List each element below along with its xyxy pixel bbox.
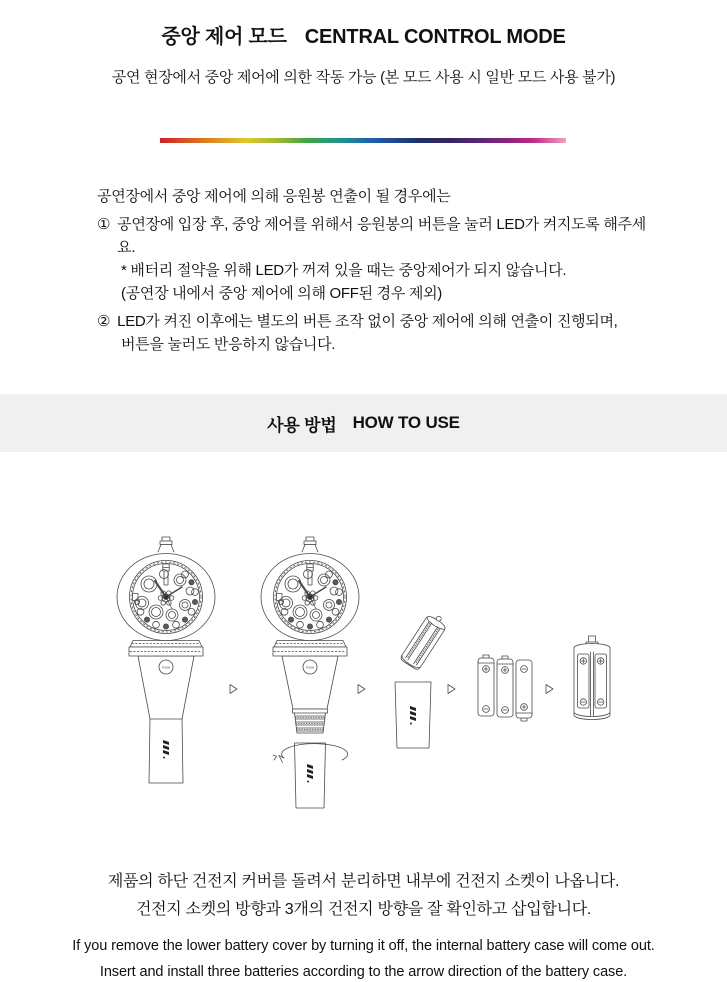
step2-number: ② xyxy=(97,313,111,330)
lightstick-head xyxy=(261,537,359,656)
instructions-block xyxy=(97,185,657,356)
step-arrow-icon xyxy=(230,685,237,694)
lightstick-cover-unscrewed xyxy=(261,537,359,808)
step1-text: 공연장에 입장 후, 중앙 제어를 위해서 응원봉의 버튼을 눌러 LED가 켜지도록 해주세요. xyxy=(117,216,646,256)
battery-socket-tilted xyxy=(400,611,450,671)
case-slot xyxy=(578,654,590,708)
step1-note2: (공연장 내에서 중앙 제어에 의해 OFF된 경우 제외) xyxy=(121,285,442,302)
section-banner xyxy=(0,394,727,452)
case-slot xyxy=(595,654,607,708)
footer-korean xyxy=(0,868,727,924)
diagram-svg xyxy=(0,530,727,860)
step-arrow-icon xyxy=(546,685,553,694)
instruction-step-2 xyxy=(97,310,657,333)
footer-korean-line2: 건전지 소켓의 방향과 3개의 건전지 방향을 잘 확인하고 삽입합니다. xyxy=(135,901,592,918)
footer-korean-line1: 제품의 하단 건전지 커버를 돌려서 분리하면 내부에 건전지 소켓이 나옵니다. xyxy=(107,873,620,890)
battery-cover-detached xyxy=(295,743,326,808)
step-arrow-icon xyxy=(448,685,455,694)
footer-english xyxy=(0,933,727,982)
battery-socket-and-cover xyxy=(395,611,449,748)
battery-case-loaded xyxy=(574,636,610,720)
lightstick-head xyxy=(117,537,215,656)
screw-threads xyxy=(295,713,326,733)
footer-english-line1: If you remove the lower battery cover by turning it off, the internal battery case will come out. xyxy=(72,938,655,954)
section-banner-korean: 사용 방법 xyxy=(267,415,337,435)
battery xyxy=(478,655,494,716)
page-title-korean: 중앙 제어 모드 xyxy=(161,26,287,48)
rainbow-gradient-bar xyxy=(160,138,566,143)
push-button-label: PUSH xyxy=(161,665,171,670)
lightstick-assembled xyxy=(117,537,215,783)
page-title-english: CENTRAL CONTROL MODE xyxy=(304,26,566,48)
footer-english-line2: Insert and install three batteries according to the arrow direction of the battery case. xyxy=(99,964,628,980)
step-arrow-icon xyxy=(358,685,365,694)
page-subtitle: 공연 현장에서 중앙 제어에 의한 작동 가능 (본 모드 사용 시 일반 모드 사용 불가) xyxy=(111,69,616,86)
step1-note1: * 배터리 절약을 위해 LED가 꺼져 있을 때는 중앙제어가 되지 않습니다. xyxy=(121,262,567,279)
step2-text: LED가 켜진 이후에는 별도의 버튼 조작 없이 중앙 제어에 의해 연출이 진행되며, xyxy=(117,313,618,330)
push-button-label: PUSH xyxy=(305,665,315,670)
section-banner-english: HOW TO USE xyxy=(352,413,460,432)
page-title xyxy=(0,20,727,49)
instruction-step-1 xyxy=(97,213,657,259)
three-aaa-batteries xyxy=(478,655,532,721)
battery-cover-front xyxy=(395,682,431,748)
battery-flipped xyxy=(516,660,532,721)
step2-line2: 버튼을 눌러도 반응하지 않습니다. xyxy=(121,336,336,353)
step1-number: ① xyxy=(97,216,111,233)
how-to-use-diagram xyxy=(0,530,727,860)
instructions-intro: 공연장에서 중앙 제어에 의해 응원봉 연출이 될 경우에는 xyxy=(97,188,451,205)
battery xyxy=(497,656,513,717)
